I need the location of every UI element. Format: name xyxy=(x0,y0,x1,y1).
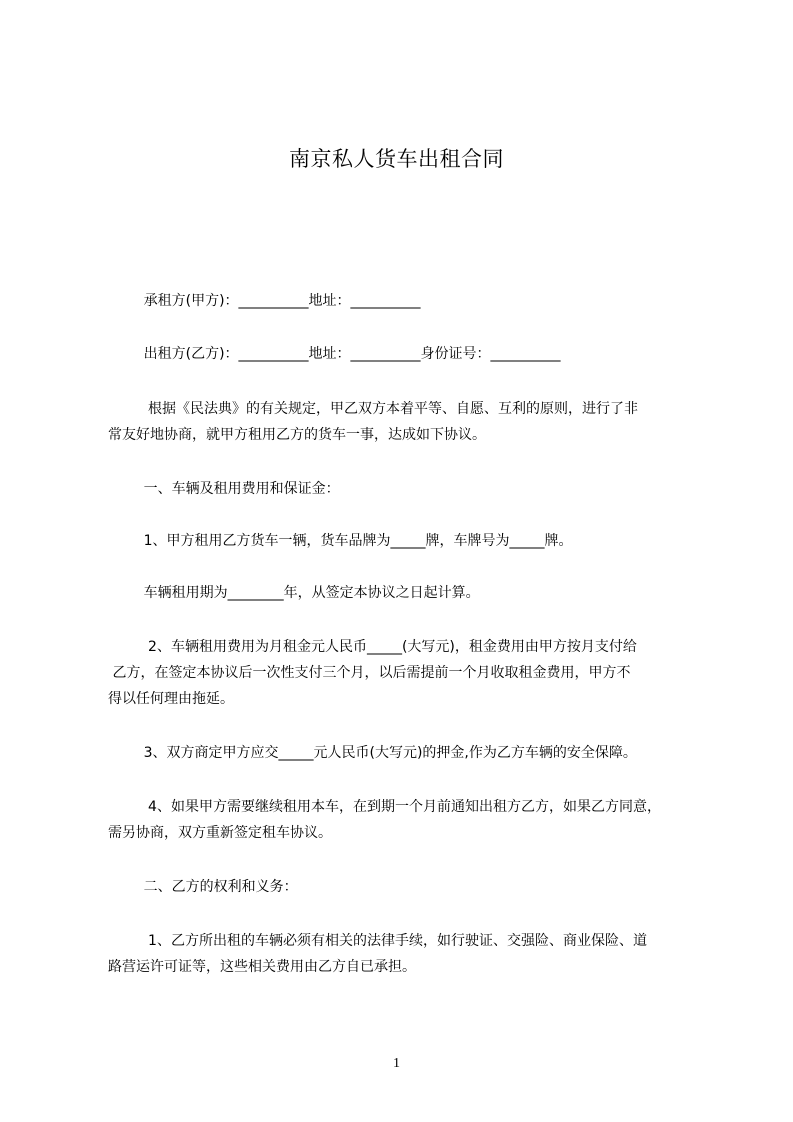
section-1-item-1: 1、甲方租用乙方货车一辆，货车品牌为_____牌，车牌号为_____牌。 xyxy=(108,533,573,549)
page-number: 1 xyxy=(393,1056,400,1071)
section-2-item-1-line-2: 路营运许可证等，这些相关费用由乙方自已承担。 xyxy=(108,959,416,975)
section-2-item-1-line-1: 1、乙方所出租的车辆必须有相关的法律手续，如行驶证、交强险、商业保险、道 xyxy=(108,933,647,949)
document-title: 南京私人货车出租合同 xyxy=(289,147,504,171)
section-2-heading: 二、乙方的权利和义务： xyxy=(108,879,298,895)
intro-line-1: 根据《民法典》的有关规定，甲乙双方本着平等、自愿、互利的原则，进行了非 xyxy=(108,401,639,417)
section-1-item-4-line-2: 需另协商，双方重新签定租车协议。 xyxy=(108,825,332,841)
section-1-term: 车辆租用期为________年，从签定本协议之日起计算。 xyxy=(108,585,480,601)
party-b-line: 出租方(乙方)：__________地址：__________身份证号：__________ xyxy=(108,346,561,362)
section-1-heading: 一、车辆及租用费用和保证金： xyxy=(108,481,340,497)
section-1-item-2-line-1: 2、车辆租用费用为月租金元人民币_____(大写元)，租金费用由甲方按月支付给 xyxy=(108,639,637,655)
party-a-line: 承租方(甲方)：__________地址：__________ xyxy=(108,293,421,309)
section-1-item-4-line-1: 4、如果甲方需要继续租用本车，在到期一个月前通知出租方乙方，如果乙方同意， xyxy=(108,799,661,815)
section-1-item-3: 3、双方商定甲方应交_____元人民币(大写元)的押金,作为乙方车辆的安全保障。 xyxy=(108,745,637,761)
intro-line-2: 常友好地协商，就甲方租用乙方的货车一事，达成如下协议。 xyxy=(108,427,486,443)
section-1-item-2-line-3: 得以任何理由拖延。 xyxy=(108,691,234,707)
section-1-item-2-line-2: 乙方，在签定本协议后一次性支付三个月，以后需提前一个月收取租金费用，甲方不 xyxy=(108,665,631,681)
